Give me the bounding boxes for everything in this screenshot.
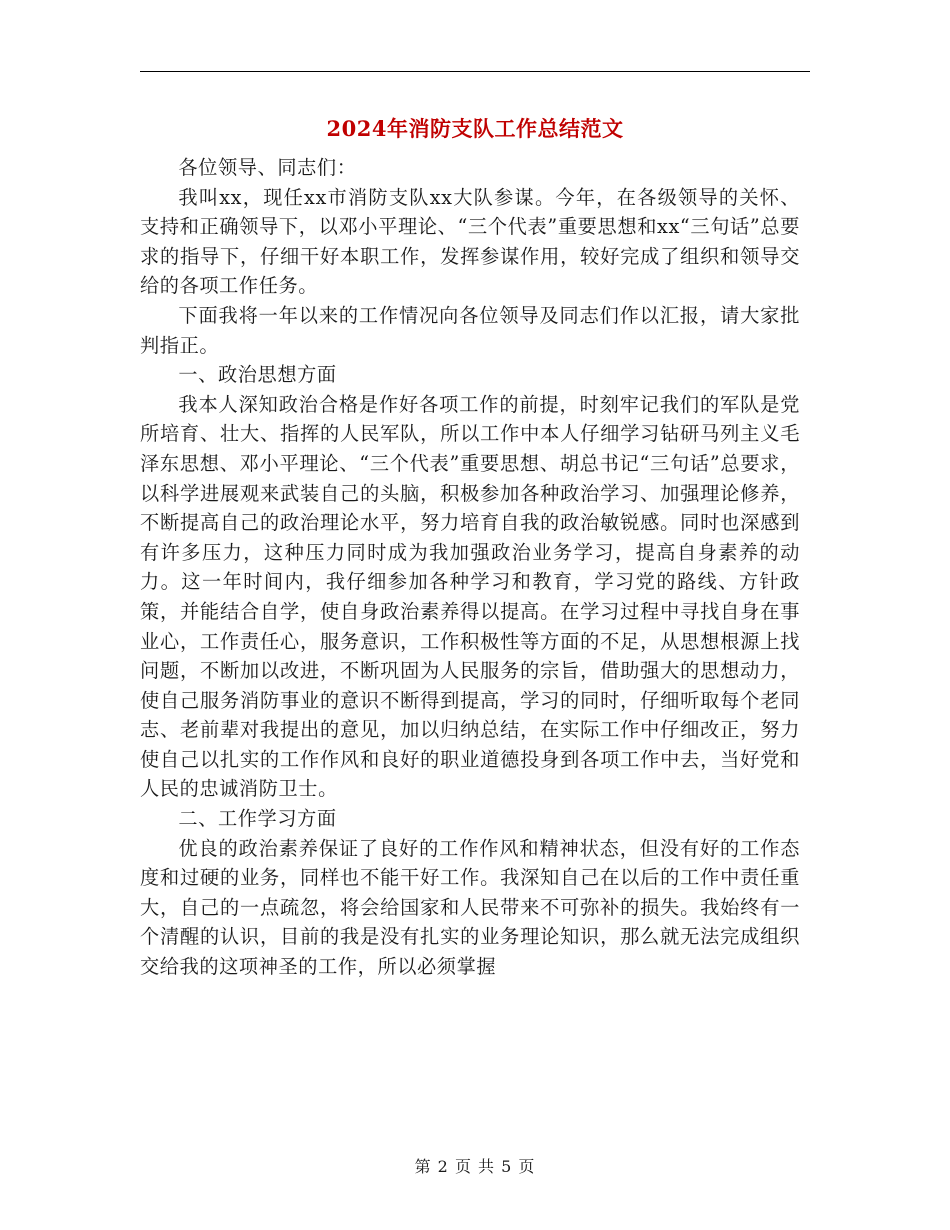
paragraph-political: 我本人深知政治合格是作好各项工作的前提，时刻牢记我们的军队是党所培育、壮大、指挥的人民军队，所以工作中本人仔细学习钻研马列主义毛泽东思想、邓小平理论、“三个代表”重要思想、胡总书记“三句话”总要求，以科学进展观来武装自己的头脑，积极参加各种政治学习、加强理论修养，不断提高自己的政治理论水平，努力培育自我的政治敏锐感。同时也深感到有许多压力，这种压力同时成为我加强政治业务学习，提高自身素养的动力。这一年时间内，我仔细参加各种学习和教育，学习党的路线、方针政策，并能结合自学，使自身政治素养得以提高。在学习过程中寻找自身在事业心，工作责任心，服务意识，工作积极性等方面的不足，从思想根源上找问题，不断加以改进，不断巩固为人民服务的宗旨，借助强大的思想动力，使自己服务消防事业的意识不断得到提高，学习的同时，仔细听取每个老同志、老前辈对我提出的意见，加以归纳总结，在实际工作中仔细改正，努力使自己以扎实的工作作风和良好的职业道德投身到各项工作中去，当好党和人民的忠诚消防卫士。 xyxy=(140,392,800,801)
salutation: 各位领导、同志们： xyxy=(178,156,357,179)
paragraph-report: 下面我将一年以来的工作情况向各位领导及同志们作以汇报，请大家批判指正。 xyxy=(140,303,800,357)
paragraph-work: 优良的政治素养保证了良好的工作作风和精神状态，但没有好的工作态度和过硬的业务，同样也不能干好工作。我深知自己在以后的工作中责任重大，自己的一点疏忽，将会给国家和人民带来不可弥补的损失。我始终有一个清醒的认识，目前的我是没有扎实的业务理论知识，那么就无法完成组织交给我的这项神圣的工作，所以必须掌握 xyxy=(140,836,800,979)
paragraph-intro: 我叫xx，现任xx市消防支队xx大队参谋。今年，在各级领导的关怀、支持和正确领导下，以邓小平理论、“三个代表”重要思想和xx“三句话”总要求的指导下，仔细干好本职工作，发挥参谋作用，较好完成了组织和领导交给的各项工作任务。 xyxy=(140,185,800,298)
header-rule xyxy=(140,71,810,72)
document-title: 2024年消防支队工作总结范文 xyxy=(326,116,624,141)
document-body xyxy=(140,153,800,982)
page-footer: 第 2 页 共 5 页 xyxy=(414,1157,536,1176)
section-heading-political: 一、政治思想方面 xyxy=(178,363,337,387)
section-heading-work: 二、工作学习方面 xyxy=(178,807,337,831)
